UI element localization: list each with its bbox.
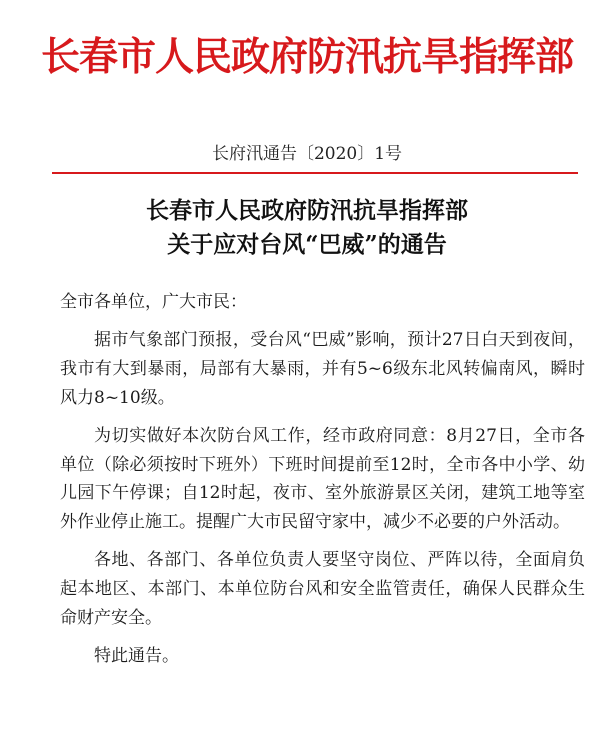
notice-title-line-2: 关于应对台风“巴威”的通告	[167, 231, 447, 258]
document-number: 长府汛通告〔2020〕1号	[211, 144, 403, 164]
paragraph-measures: 为切实做好本次防台风工作，经市政府同意：8月27日，全市各单位（除必须按时下班外）下班时间提前至12时，全市各中小学、幼儿园下午停课；自12时起，夜市、室外旅游景区关闭，建筑工地等室外作业停止施工。提醒广大市民留守家中，减少不必要的户外活动。	[60, 425, 585, 533]
issuer-header: 长春市人民政府防汛抗旱指挥部	[40, 34, 573, 80]
salutation: 全市各单位，广大市民：	[60, 292, 247, 312]
paragraph-closing: 特此通告。	[94, 645, 179, 666]
notice-title-line-1: 长春市人民政府防汛抗旱指挥部	[146, 197, 468, 224]
paragraph-forecast: 据市气象部门预报，受台风“巴威”影响，预计27日白天到夜间，我市有大到暴雨，局部有大暴雨，并有5~6级东北风转偏南风，瞬时风力8~10级。	[60, 329, 585, 408]
notice-body	[60, 288, 585, 680]
notice-title	[0, 194, 614, 262]
paragraph-responsibility: 各地、各部门、各单位负责人要坚守岗位、严阵以待，全面肩负起本地区、本部门、本单位防台风和安全监管责任，确保人民群众生命财产安全。	[60, 550, 585, 629]
red-divider-line	[52, 172, 578, 174]
